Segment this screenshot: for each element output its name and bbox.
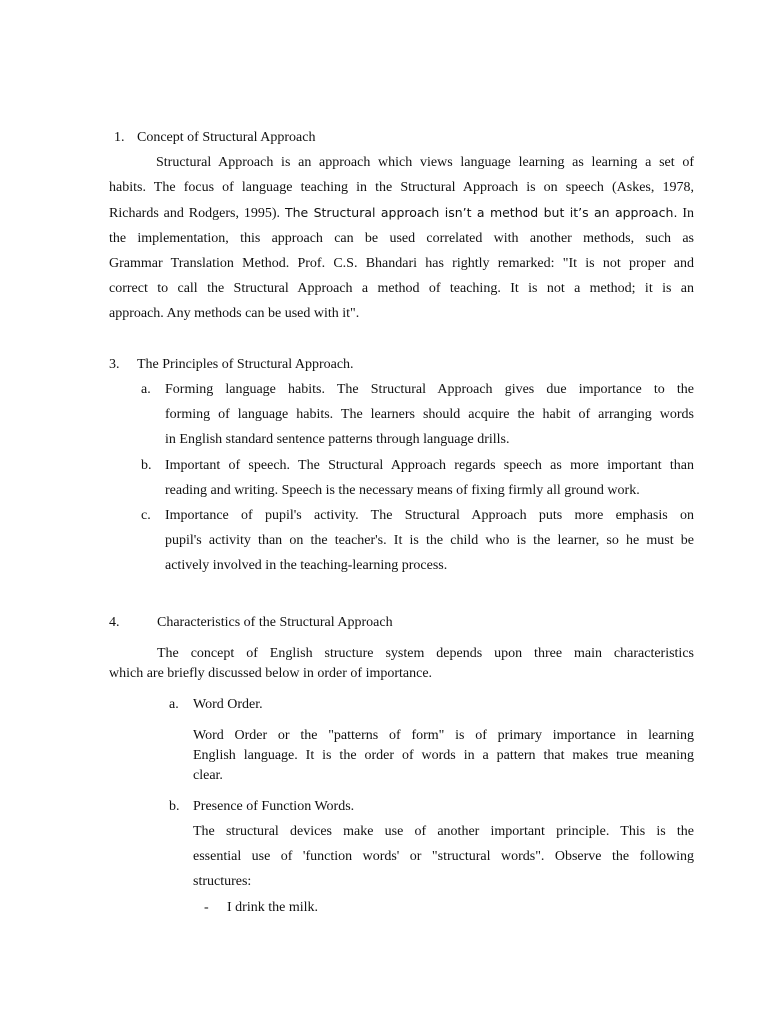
example-bullet-text: I drink the milk.	[227, 900, 318, 915]
characteristic-b-line-1: The structural devices make use of another important principle. This is the	[193, 824, 694, 839]
principle-b-marker: b.	[141, 458, 152, 473]
principle-c-line-2: pupil's activity than on the teacher's. It is the child who is the learner, so he must be	[165, 533, 694, 548]
section-1-line-7: approach. Any methods can be used with it".	[109, 306, 360, 321]
characteristic-b-line-2: essential use of 'function words' or "structural words". Observe the following	[193, 849, 694, 864]
example-bullet-marker: -	[204, 900, 209, 915]
section-1-number: 1.	[114, 130, 125, 145]
section-1-line-3	[109, 204, 694, 223]
section-1-line-5: Grammar Translation Method. Prof. C.S. Bhandari has rightly remarked: "It is not proper and	[109, 256, 694, 271]
principle-a-line-3: in English standard sentence patterns through language drills.	[165, 432, 510, 447]
section-4-heading: Characteristics of the Structural Approach	[157, 615, 393, 630]
section-1-line-3-a: Richards and Rodgers, 1995).	[109, 206, 281, 221]
characteristic-a-line-3: clear.	[193, 768, 223, 783]
characteristic-a-line-2: English language. It is the order of words in a pattern that makes true meaning	[193, 748, 694, 763]
characteristic-a-line-1: Word Order or the "patterns of form" is of primary importance in learning	[193, 728, 694, 743]
section-1-line-3-c: In	[682, 206, 695, 221]
characteristic-a-marker: a.	[169, 697, 179, 712]
section-1-line-6: correct to call the Structural Approach a method of teaching. It is not a method; it is an	[109, 281, 694, 296]
principle-a-marker: a.	[141, 382, 151, 397]
characteristic-b-marker: b.	[169, 799, 180, 814]
section-1-line-3-b: The Structural approach isn’t a method but it’s an approach.	[284, 205, 678, 220]
principle-c-line-3: actively involved in the teaching-learning process.	[165, 558, 448, 573]
section-1-heading: Concept of Structural Approach	[137, 130, 316, 145]
principle-b-line-1: Important of speech. The Structural Approach regards speech as more important than	[165, 458, 694, 473]
section-3-number: 3.	[109, 357, 120, 372]
principle-b-line-2: reading and writing. Speech is the necessary means of fixing firmly all ground work.	[165, 483, 640, 498]
principle-a-line-1: Forming language habits. The Structural Approach gives due importance to the	[165, 382, 694, 397]
section-1-line-1: Structural Approach is an approach which views language learning as learning a set of	[156, 155, 694, 170]
principle-c-marker: c.	[141, 508, 151, 523]
section-3-heading: The Principles of Structural Approach.	[137, 357, 354, 372]
characteristic-a-title: Word Order.	[193, 697, 263, 712]
section-4-intro-line-2: which are briefly discussed below in order of importance.	[109, 666, 433, 681]
section-1-line-4: the implementation, this approach can be used correlated with another methods, such as	[109, 231, 694, 246]
section-1-line-2: habits. The focus of language teaching in the Structural Approach is on speech (Askes, 1978,	[109, 180, 694, 195]
principle-c-line-1: Importance of pupil's activity. The Structural Approach puts more emphasis on	[165, 508, 694, 523]
principle-a-line-2: forming of language habits. The learners should acquire the habit of arranging words	[165, 407, 694, 422]
section-4-number: 4.	[109, 615, 120, 630]
section-4-intro-line-1: The concept of English structure system depends upon three main characteristics	[157, 646, 694, 661]
characteristic-b-title: Presence of Function Words.	[193, 799, 355, 814]
characteristic-b-line-3: structures:	[193, 874, 252, 889]
